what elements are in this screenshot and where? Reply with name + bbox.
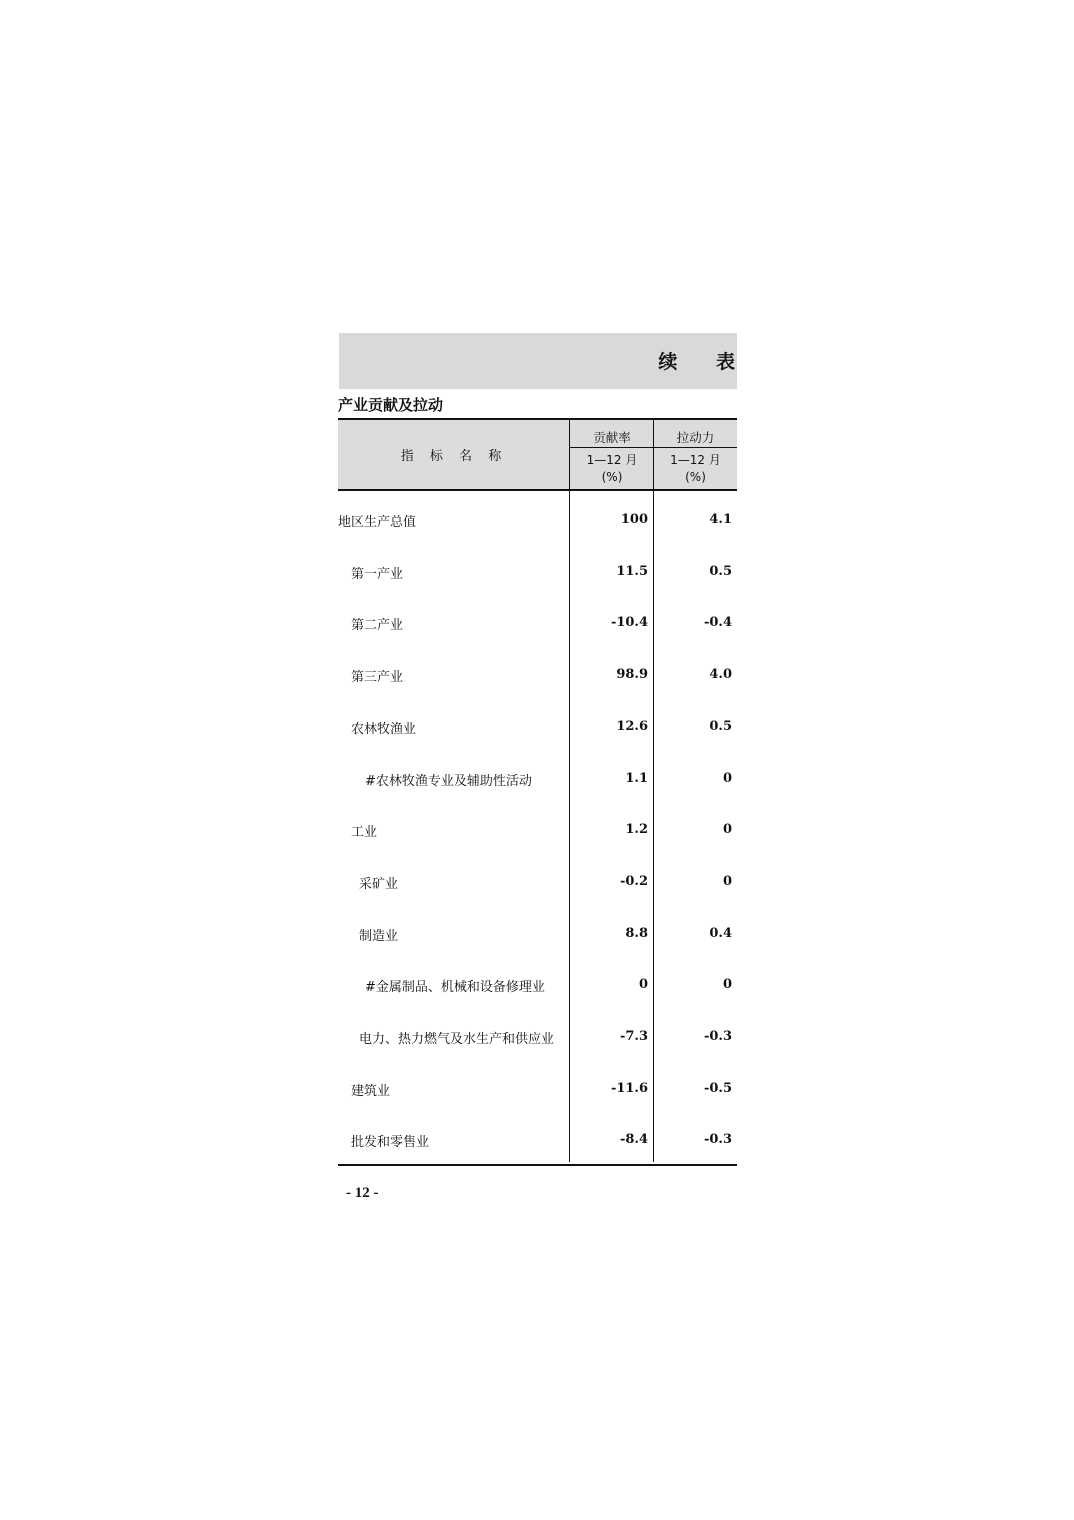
page-number: - 12 -: [346, 1185, 379, 1201]
row-indicator-name: #金属制品、机械和设备修理业: [365, 980, 545, 996]
header-contribution-rate: 贡献率: [593, 430, 631, 445]
table-row: [338, 770, 737, 790]
table-row: [338, 563, 737, 583]
continued-table-banner: [339, 333, 751, 389]
row-indicator-name: 地区生产总值: [338, 515, 417, 530]
table-row: [338, 1080, 737, 1100]
row-contribution-rate: 8.8: [625, 925, 648, 941]
row-indicator-name: 第一产业: [351, 566, 404, 582]
header-contribution-unit: (%): [601, 470, 623, 484]
header-contribution-period: 1—12 月: [586, 453, 638, 467]
row-contribution-rate: 1.1: [625, 770, 648, 786]
row-pull-force: 0: [722, 822, 732, 838]
row-contribution-rate: 11.5: [616, 563, 648, 579]
row-indicator-name: 农林牧渔业: [351, 721, 417, 737]
row-indicator-name: #农林牧渔专业及辅助性活动: [365, 773, 532, 789]
row-contribution-rate: 98.9: [616, 667, 648, 683]
row-contribution-rate: 1.2: [625, 822, 648, 838]
row-indicator-name: 工业: [351, 825, 378, 841]
row-pull-force: -0.4: [703, 615, 732, 631]
table-row: [338, 873, 737, 893]
row-pull-force: 0: [722, 977, 732, 993]
header-pull-period: 1—12 月: [670, 453, 721, 467]
row-indicator-name: 建筑业: [351, 1083, 391, 1099]
row-pull-force: 0.4: [709, 925, 732, 941]
row-contribution-rate: 0: [638, 977, 648, 993]
row-pull-force: 0: [722, 873, 732, 889]
table-row: [338, 925, 737, 945]
row-contribution-rate: -10.4: [610, 615, 648, 631]
table-row: [338, 718, 737, 738]
table-row: [338, 666, 737, 686]
row-pull-force: -0.5: [703, 1080, 732, 1096]
row-indicator-name: 电力、热力燃气及水生产和供应业: [359, 1032, 555, 1047]
table-header: [338, 420, 737, 491]
table-row: [338, 511, 737, 531]
row-pull-force: -0.3: [703, 1029, 732, 1044]
column-divider-2: [653, 420, 654, 1162]
table-row: [338, 976, 737, 996]
table-row: [338, 1028, 737, 1048]
row-indicator-name: 第三产业: [351, 670, 404, 686]
row-indicator-name: 批发和零售业: [351, 1135, 430, 1151]
banner-title: 续 表: [658, 351, 751, 373]
row-contribution-rate: 12.6: [616, 718, 648, 734]
row-contribution-rate: -11.6: [610, 1080, 648, 1096]
table-row: [338, 1131, 737, 1151]
row-contribution-rate: -0.2: [619, 873, 648, 889]
column-divider-1: [569, 420, 570, 1162]
row-contribution-rate: -7.3: [619, 1029, 648, 1044]
row-pull-force: 0.5: [709, 563, 732, 579]
data-table: [338, 418, 737, 1166]
row-contribution-rate: 100: [620, 512, 648, 527]
row-contribution-rate: -8.4: [619, 1132, 648, 1148]
row-pull-force: -0.3: [703, 1132, 732, 1148]
row-pull-force: 0.5: [709, 718, 732, 734]
row-indicator-name: 制造业: [359, 928, 399, 944]
row-pull-force: 4.0: [709, 667, 732, 683]
row-pull-force: 0: [722, 770, 732, 786]
table-row: [338, 614, 737, 634]
header-pull-unit: (%): [685, 470, 706, 484]
row-indicator-name: 第二产业: [351, 618, 404, 634]
row-indicator-name: 采矿业: [359, 876, 399, 892]
row-pull-force: 4.1: [709, 512, 732, 527]
header-pull-force: 拉动力: [676, 430, 715, 445]
header-indicator-name: 指 标 名 称: [400, 449, 508, 464]
section-title: 产业贡献及拉动: [338, 396, 444, 414]
table-row: [338, 821, 737, 841]
